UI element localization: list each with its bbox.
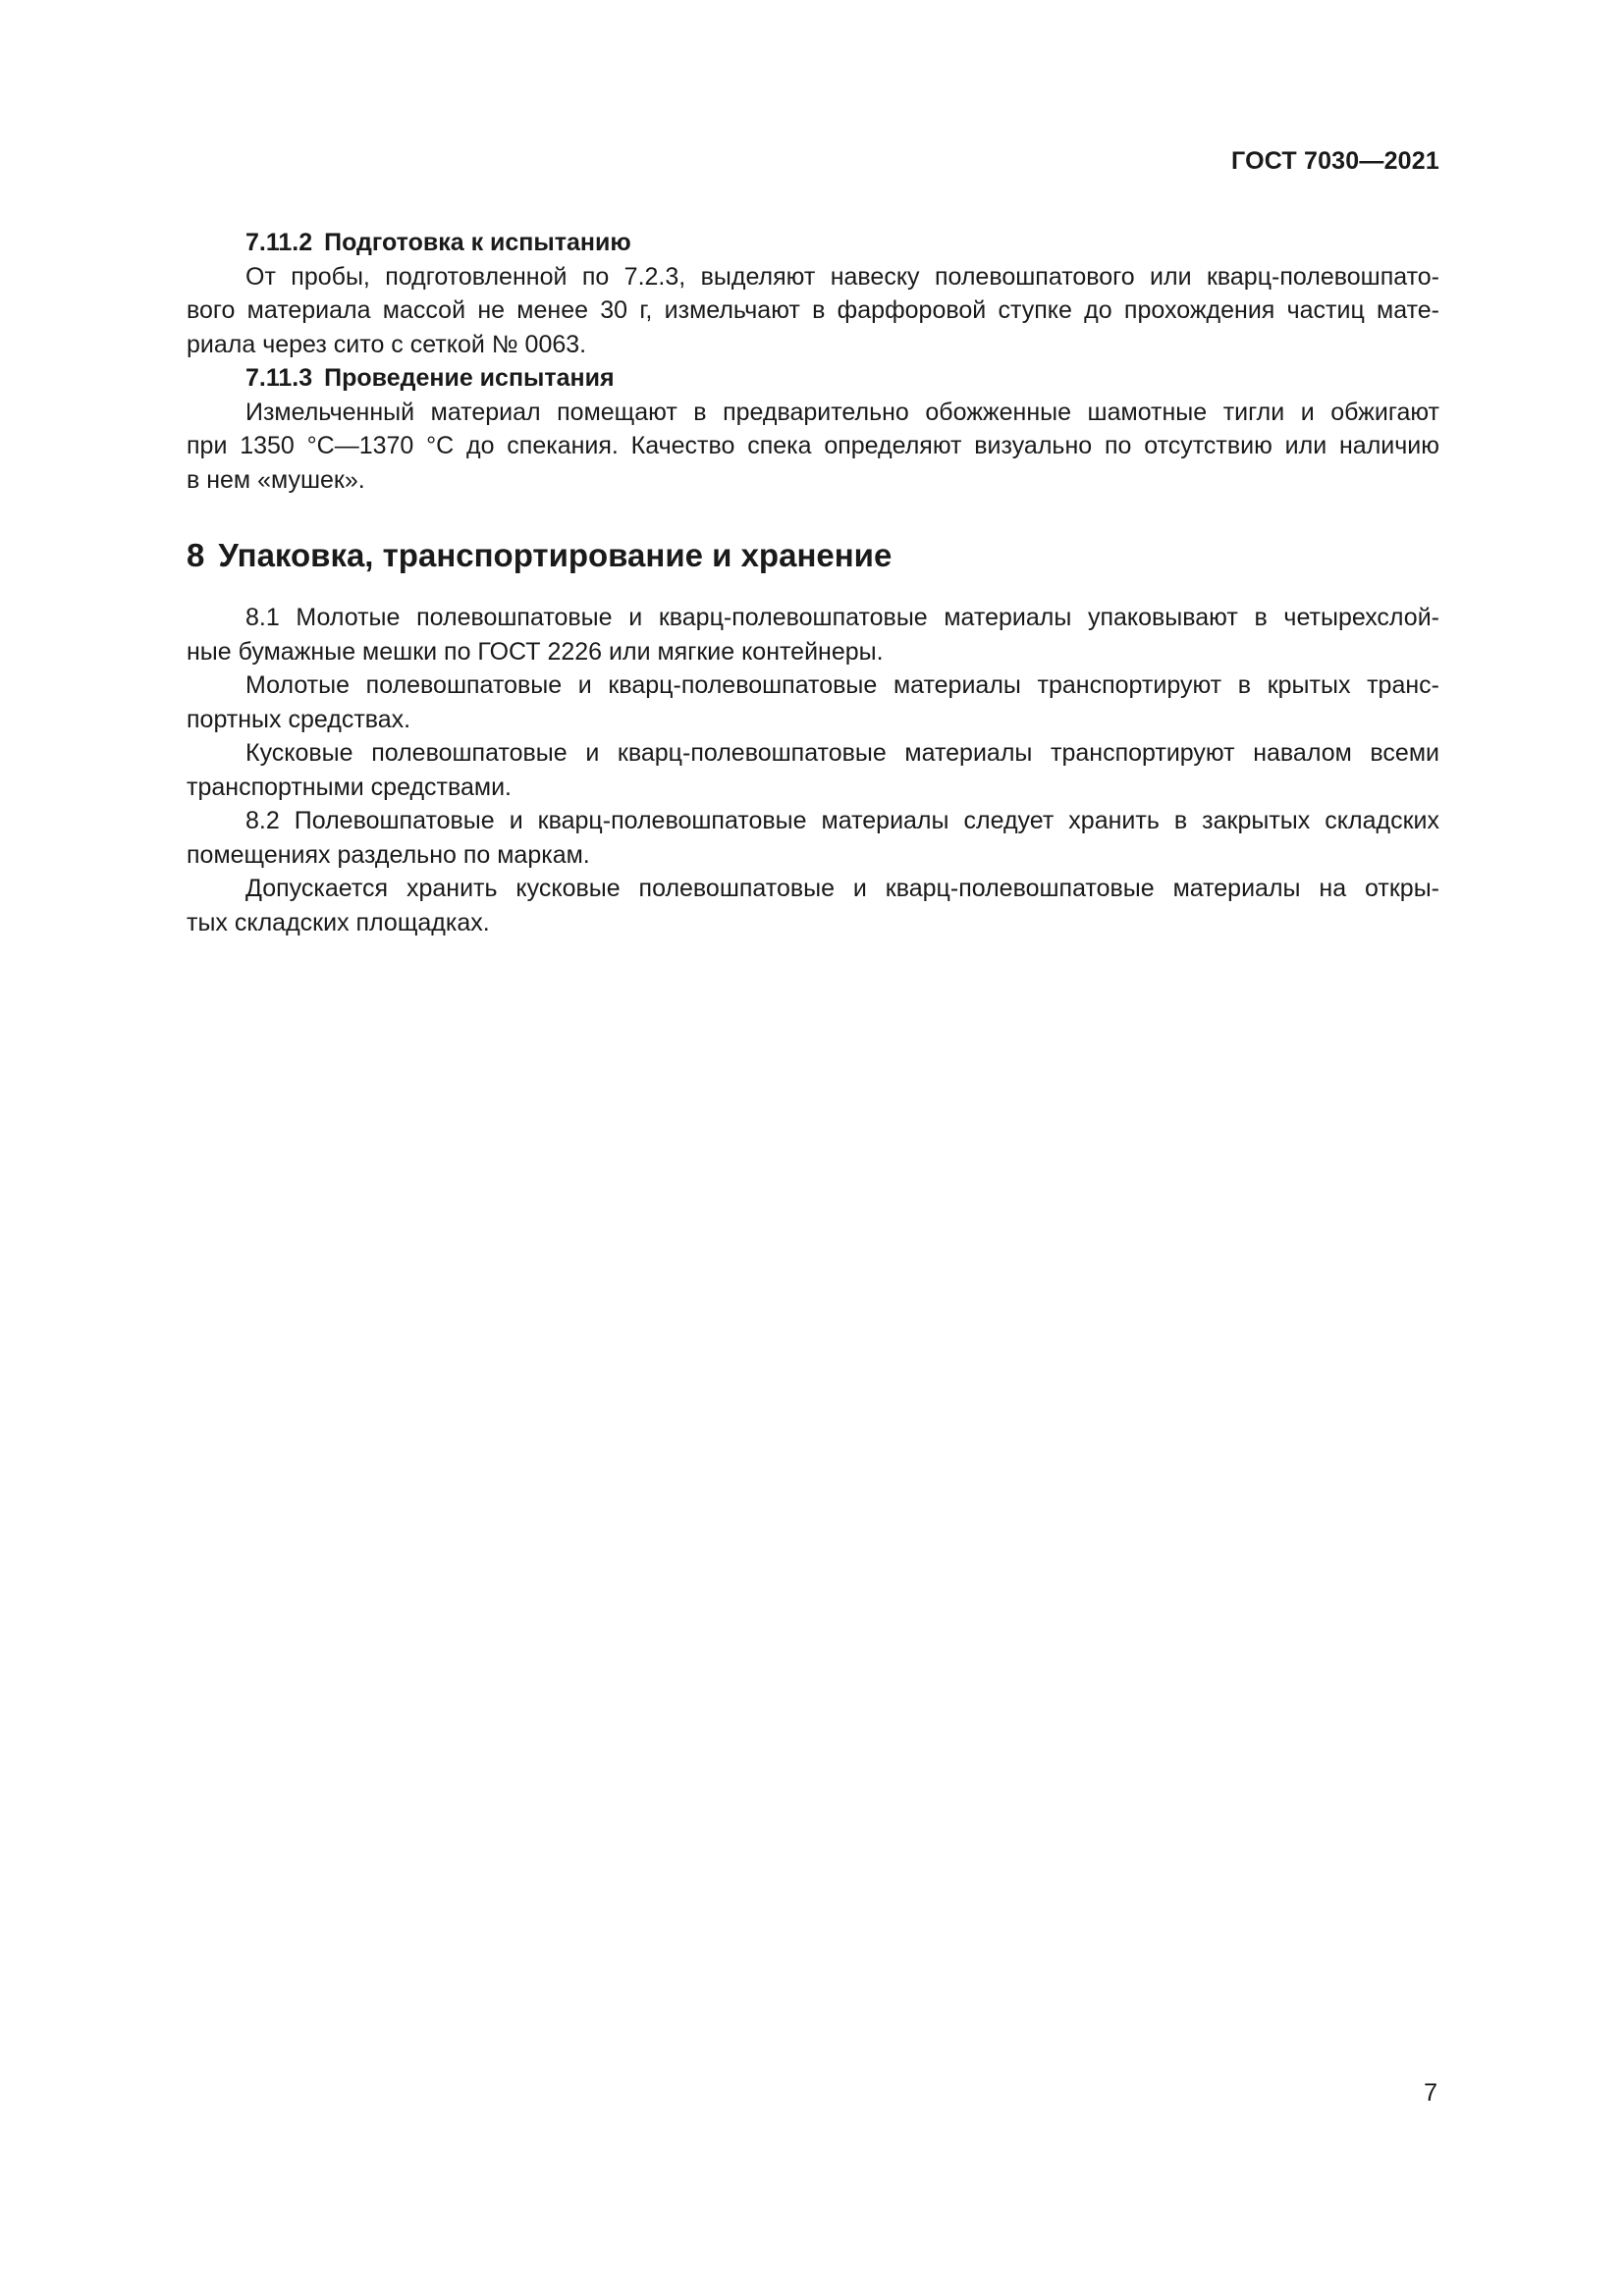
paragraph (187, 260, 1439, 362)
paragraph (187, 804, 1439, 872)
subsection-number: 7.11.3 (245, 364, 313, 392)
page-number: 7 (1424, 2079, 1437, 2107)
subsection-title: Проведение испытания (324, 364, 615, 392)
text-line: ные бумажные мешки по ГОСТ 2226 или мягкие контейнеры. (187, 637, 884, 666)
text-line: Кусковые полевошпатовые и кварц-полевошпатовые материалы транспортируют навалом всеми (245, 739, 1439, 767)
section-title: Упаковка, транспортирование и хранение (218, 537, 893, 573)
text-line: при 1350 °С—1370 °С до спекания. Качество спека определяют визуально по отсутствию или наличию (187, 432, 1439, 459)
subsection-7-11-3 (187, 361, 1439, 497)
section-8 (187, 536, 1439, 939)
document-code-header: ГОСТ 7030—2021 (1231, 147, 1439, 175)
text-line: тых складских площадках. (187, 908, 490, 936)
paragraph (187, 396, 1439, 498)
text-line: Молотые полевошпатовые и кварц-полевошпатовые материалы транспортируют в крытых транс- (245, 671, 1439, 699)
text-line: Допускается хранить кусковые полевошпатовые и кварц-полевошпатовые материалы на откры- (245, 875, 1439, 902)
text-line: От пробы, подготовленной по 7.2.3, выделяют навеску полевошпатового или кварц-полевошпато- (245, 262, 1439, 291)
text-line: помещениях раздельно по маркам. (187, 840, 590, 869)
section-number: 8 (187, 537, 205, 573)
text-line: в нем «мушек». (187, 465, 365, 494)
text-line: 8.1 Молотые полевошпатовые и кварц-полевошпатовые материалы упаковывают в четырехслой- (245, 604, 1439, 631)
text-line: вого материала массой не менее 30 г, измельчают в фарфоровой ступке до прохождения частиц мате- (187, 296, 1439, 324)
subsection-title: Подготовка к испытанию (324, 229, 631, 256)
text-line: портных средствах. (187, 705, 411, 733)
paragraph (187, 872, 1439, 939)
text-line: риала через сито с сеткой № 0063. (187, 330, 587, 358)
subsection-7-11-2 (187, 226, 1439, 361)
paragraph (187, 736, 1439, 804)
subsection-heading (187, 361, 1439, 396)
text-line: 8.2 Полевошпатовые и кварц-полевошпатовые материалы следует хранить в закрытых складских (245, 807, 1439, 834)
section-heading (187, 536, 1439, 575)
page-content (187, 226, 1439, 939)
subsection-heading (187, 226, 1439, 260)
subsection-number: 7.11.2 (245, 229, 313, 256)
text-line: транспортными средствами. (187, 773, 512, 801)
paragraph (187, 668, 1439, 736)
text-line: Измельченный материал помещают в предварительно обожженные шамотные тигли и обжигают (245, 398, 1439, 426)
paragraph (187, 601, 1439, 668)
